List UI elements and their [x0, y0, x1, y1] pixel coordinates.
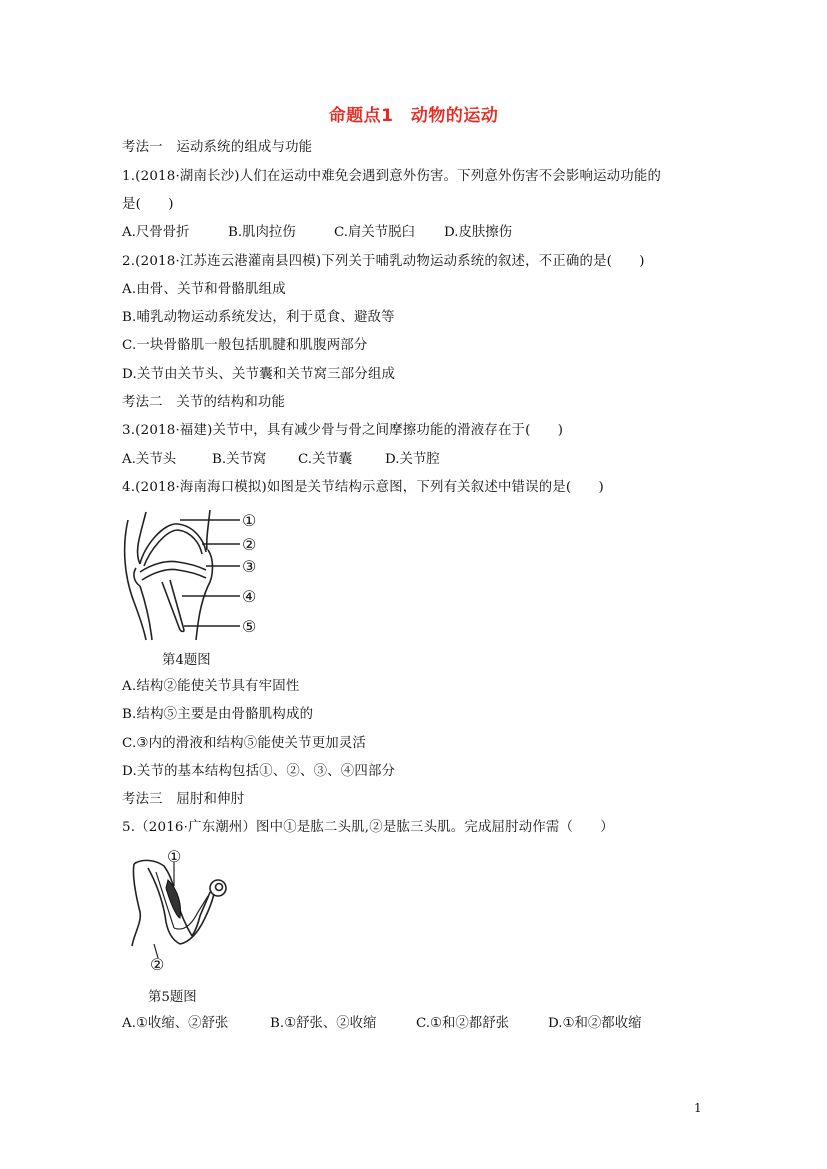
- question-2-stem: 2.(2018·江苏连云港灌南县四模)下列关于哺乳动物运动系统的叙述，不正确的是( ): [122, 254, 645, 269]
- option-d: D.关节腔: [385, 452, 440, 467]
- joint-label-2: ②: [242, 535, 257, 554]
- figure-4-caption: 第4题图: [162, 653, 211, 668]
- question-5-stem: 5.（2016·广东潮州）图中①是肱二头肌,②是肱三头肌。完成屈肘动作需（ ）: [122, 820, 614, 835]
- option-c: C.③内的滑液和结构⑤能使关节更加灵活: [122, 736, 367, 751]
- arm-flexion-figure: [128, 846, 238, 972]
- option-b: B.哺乳动物运动系统发达，利于觅食、避敌等: [122, 310, 395, 325]
- option-c: C.①和②都舒张: [416, 1016, 509, 1031]
- option-c: C.关节囊: [298, 452, 353, 467]
- question-4-stem: 4.(2018·海南海口模拟)如图是关节结构示意图，下列有关叙述中错误的是( ): [122, 480, 604, 495]
- option-b: B.①舒张、②收缩: [270, 1016, 377, 1031]
- option-d: D.皮肤擦伤: [444, 225, 513, 240]
- figure-5-caption: 第5题图: [148, 990, 197, 1005]
- question-1-stem-line-1: 1.(2018·湖南长沙)人们在运动中难免会遇到意外伤害。下列意外伤害不会影响运动功能的: [122, 169, 662, 184]
- arm-label-2: ②: [150, 955, 165, 974]
- option-a: A.①收缩、②舒张: [122, 1016, 229, 1031]
- joint-structure-figure: [122, 506, 272, 642]
- option-b: B.关节窝: [212, 452, 267, 467]
- section-heading-2: 考法二 关节的结构和功能: [122, 395, 286, 410]
- option-a: A.由骨、关节和骨骼肌组成: [122, 282, 286, 297]
- option-a: A.结构②能使关节具有牢固性: [122, 679, 300, 694]
- section-heading-1: 考法一 运动系统的组成与功能: [122, 140, 313, 155]
- page-title: 命题点1 动物的运动: [328, 106, 499, 126]
- option-b: B.肌肉拉伤: [228, 225, 296, 240]
- option-d: D.①和②都收缩: [548, 1016, 642, 1031]
- question-1-stem-line-2: 是( ): [122, 197, 174, 212]
- option-c: C.肩关节脱臼: [334, 225, 415, 240]
- section-heading-3: 考法三 屈肘和伸肘: [122, 792, 245, 807]
- option-d: D.关节的基本结构包括①、②、③、④四部分: [122, 764, 396, 779]
- option-c: C.一块骨骼肌一般包括肌腱和肌腹两部分: [122, 338, 368, 353]
- page-number: 1: [694, 1101, 702, 1115]
- arm-label-1: ①: [167, 847, 182, 866]
- joint-label-1: ①: [242, 511, 257, 530]
- joint-label-3: ③: [242, 557, 257, 576]
- option-b: B.结构⑤主要是由骨骼肌构成的: [122, 707, 314, 722]
- option-a: A.关节头: [122, 452, 177, 467]
- option-a: A.尺骨骨折: [122, 225, 190, 240]
- option-d: D.关节由关节头、关节囊和关节窝三部分组成: [122, 367, 396, 382]
- question-3-stem: 3.(2018·福建)关节中，具有减少骨与骨之间摩擦功能的滑液存在于( ): [122, 423, 564, 438]
- joint-label-5: ⑤: [242, 617, 257, 636]
- joint-label-4: ④: [242, 587, 257, 606]
